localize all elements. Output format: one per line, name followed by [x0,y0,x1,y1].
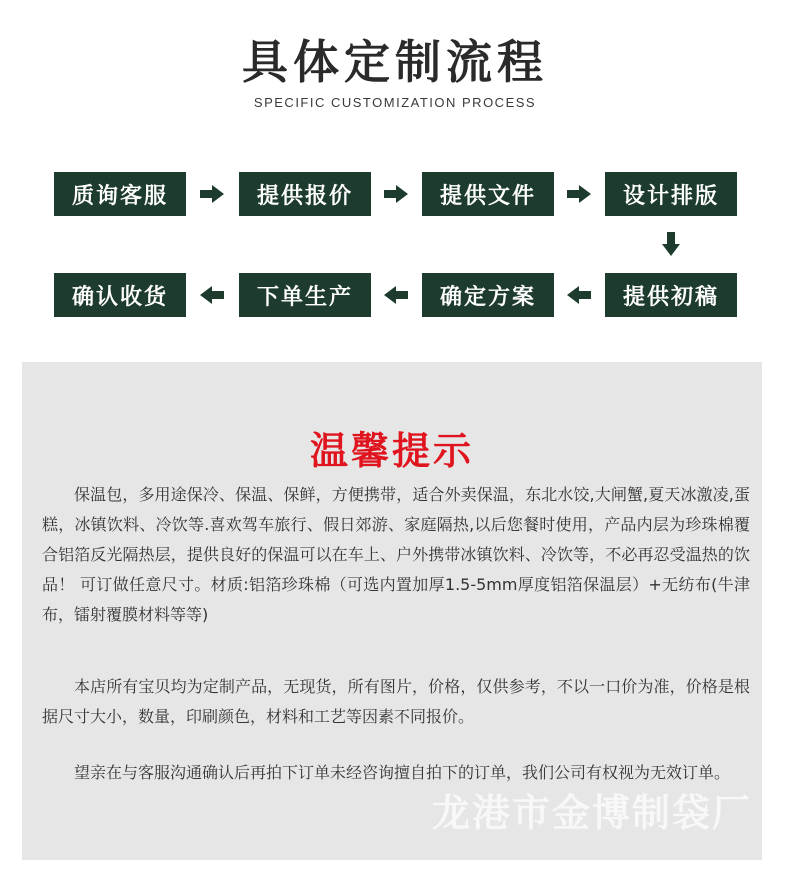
arrow-left-icon [565,284,593,306]
arrow-left-icon [382,284,410,306]
step-quote: 提供报价 [239,172,371,216]
step-confirm-receipt: 确认收货 [54,273,186,317]
watermark-text: 龙港市金博制袋厂 [431,790,752,835]
step-files: 提供文件 [422,172,554,216]
step-draft: 提供初稿 [605,273,737,317]
notice-paragraph-orders: 望亲在与客服沟通确认后再拍下订单未经咨询擅自拍下的订单，我们公司有权视为无效订单。 [74,763,731,782]
notice-paragraph-product: 保温包，多用途保冷、保温、保鲜，方便携带，适合外卖保温，东北水饺,大闸蟹,夏天冰激凌,蛋糕，冰镇饮料、冷饮等.喜欢驾车旅行、假日郊游、家庭隔热,以后您餐时使用，产品内层为珍珠棉覆合铝箔反光隔热层，提供良好的保温可以在车上、户外携带冰镇饮料、冷饮等，不必再忍受温热的饮品！ 可订做任意尺寸。材质:铝箔珍珠棉（可选内置加厚1.5-5mm厚度铝箔保温层）+无纺布(牛津布，镭射覆膜材料等等) [42,485,750,624]
arrow-right-icon [198,183,226,205]
step-consult: 质询客服 [54,172,186,216]
arrow-down-icon [660,230,682,258]
step-design: 设计排版 [605,172,737,216]
arrow-left-icon [198,284,226,306]
notice-panel [22,362,762,860]
arrow-right-icon [382,183,410,205]
page-title: 具体定制流程 [242,35,548,89]
notice-paragraph-pricing: 本店所有宝贝均为定制产品，无现货，所有图片，价格，仅供参考，不以一口价为准，价格是根据尺寸大小，数量，印刷颜色，材料和工艺等因素不同报价。 [42,677,750,726]
step-plan: 确定方案 [422,273,554,317]
arrow-right-icon [565,183,593,205]
page-subtitle: SPECIFIC CUSTOMIZATION PROCESS [253,95,537,110]
step-production: 下单生产 [239,273,371,317]
notice-title: 温馨提示 [309,429,474,473]
